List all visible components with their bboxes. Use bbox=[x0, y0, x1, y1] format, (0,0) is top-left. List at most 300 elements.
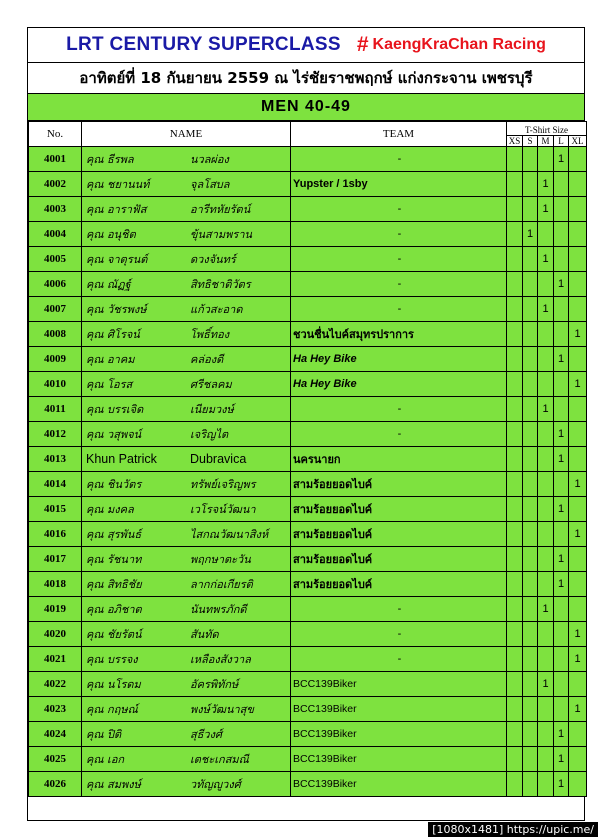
entry-list-sheet bbox=[27, 27, 585, 821]
rider-team: - bbox=[291, 597, 507, 622]
size-cell-m bbox=[538, 222, 554, 247]
size-cell-m bbox=[538, 497, 554, 522]
rider-last-name: แก้วสะอาด bbox=[190, 303, 243, 316]
size-cell-m bbox=[538, 372, 554, 397]
rider-team: ชวนชื่นไบค์สมุทรปราการ bbox=[291, 322, 507, 347]
size-cell-xs bbox=[507, 472, 523, 497]
table-row bbox=[29, 697, 587, 722]
size-cell-xl: 1 bbox=[569, 697, 587, 722]
size-cell-s bbox=[523, 297, 538, 322]
rider-last-name: พฤกษาตะวัน bbox=[190, 553, 251, 566]
size-cell-l: 1 bbox=[554, 347, 569, 372]
size-header-m: M bbox=[538, 136, 554, 147]
rider-team: สามร้อยยอดไบค์ bbox=[291, 572, 507, 597]
rider-first-name: คุณ ชยานนท์ bbox=[86, 178, 150, 191]
size-cell-m bbox=[538, 322, 554, 347]
size-cell-m bbox=[538, 147, 554, 172]
size-cell-s bbox=[523, 497, 538, 522]
rider-first-name: คุณ ณัฏฐ์ bbox=[86, 278, 131, 291]
size-cell-xl: 1 bbox=[569, 622, 587, 647]
rider-name bbox=[82, 572, 291, 597]
rider-last-name: อารีทหัยรัตน์ bbox=[190, 203, 251, 216]
col-team-header: TEAM bbox=[291, 122, 507, 147]
rider-first-name: คุณ บรรจง bbox=[86, 653, 138, 666]
rider-name bbox=[82, 272, 291, 297]
table-row bbox=[29, 722, 587, 747]
rider-last-name: ทรัพย์เจริญพร bbox=[190, 478, 256, 491]
rider-last-name: ศรีชลคม bbox=[190, 378, 232, 391]
rider-last-name: Dubravica bbox=[190, 452, 247, 466]
rider-team: Ha Hey Bike bbox=[291, 372, 507, 397]
rider-name bbox=[82, 472, 291, 497]
size-cell-xl bbox=[569, 272, 587, 297]
event-date-location: อาทิตย์ที่ 18 กันยายน 2559 ณ ไร่ชัยราชพฤกษ์ แก่งกระจาน เพชรบุรี bbox=[28, 63, 584, 94]
size-cell-xs bbox=[507, 197, 523, 222]
rider-last-name: เนียมวงษ์ bbox=[190, 403, 234, 416]
size-cell-xs bbox=[507, 647, 523, 672]
size-cell-s bbox=[523, 197, 538, 222]
size-cell-m bbox=[538, 722, 554, 747]
rider-number: 4024 bbox=[29, 722, 82, 747]
rider-last-name: สันทัด bbox=[190, 628, 219, 641]
size-cell-xl bbox=[569, 497, 587, 522]
size-cell-xl bbox=[569, 572, 587, 597]
size-cell-xs bbox=[507, 497, 523, 522]
rider-number: 4005 bbox=[29, 247, 82, 272]
size-cell-xs bbox=[507, 547, 523, 572]
rider-team: - bbox=[291, 247, 507, 272]
size-cell-l bbox=[554, 172, 569, 197]
size-cell-l bbox=[554, 372, 569, 397]
size-cell-xl bbox=[569, 447, 587, 472]
table-row bbox=[29, 172, 587, 197]
size-cell-l: 1 bbox=[554, 422, 569, 447]
size-cell-s bbox=[523, 372, 538, 397]
rider-last-name: โพธิ์ทอง bbox=[190, 328, 230, 341]
table-row bbox=[29, 647, 587, 672]
rider-number: 4016 bbox=[29, 522, 82, 547]
rider-first-name: คุณ วัชรพงษ์ bbox=[86, 303, 147, 316]
size-cell-m bbox=[538, 647, 554, 672]
rider-first-name: คุณ อาราฟัส bbox=[86, 203, 147, 216]
size-cell-l bbox=[554, 597, 569, 622]
rider-table bbox=[28, 121, 587, 797]
size-cell-xl bbox=[569, 547, 587, 572]
size-cell-xs bbox=[507, 722, 523, 747]
size-cell-l bbox=[554, 697, 569, 722]
rider-number: 4020 bbox=[29, 622, 82, 647]
table-row bbox=[29, 422, 587, 447]
size-cell-m: 1 bbox=[538, 172, 554, 197]
size-cell-xs bbox=[507, 597, 523, 622]
size-cell-xs bbox=[507, 397, 523, 422]
size-cell-s bbox=[523, 522, 538, 547]
rider-last-name: วทัญญูวงศ์ bbox=[190, 778, 241, 791]
rider-team: สามร้อยยอดไบค์ bbox=[291, 547, 507, 572]
organizer-team: KaengKraChan Racing bbox=[372, 36, 546, 53]
rider-last-name: สิทธิชาติวัตร bbox=[190, 278, 251, 291]
rider-last-name: เวโรจน์วัฒนา bbox=[190, 503, 256, 516]
rider-first-name: คุณ บรรเจิด bbox=[86, 403, 144, 416]
size-cell-xl bbox=[569, 297, 587, 322]
rider-team: - bbox=[291, 297, 507, 322]
size-header-s: S bbox=[523, 136, 538, 147]
rider-name bbox=[82, 397, 291, 422]
col-tshirt-header: T-Shirt Size bbox=[507, 122, 587, 136]
size-cell-xl bbox=[569, 422, 587, 447]
size-cell-xl bbox=[569, 247, 587, 272]
rider-first-name: คุณ มงคล bbox=[86, 503, 134, 516]
size-cell-m bbox=[538, 772, 554, 797]
size-cell-xs bbox=[507, 222, 523, 247]
rider-number: 4023 bbox=[29, 697, 82, 722]
size-cell-l bbox=[554, 647, 569, 672]
rider-team: BCC139Biker bbox=[291, 747, 507, 772]
rider-last-name: ลากก่อเกียรติ bbox=[190, 578, 253, 591]
size-cell-s bbox=[523, 572, 538, 597]
size-cell-xl: 1 bbox=[569, 372, 587, 397]
rider-number: 4009 bbox=[29, 347, 82, 372]
rider-first-name: คุณ ปิติ bbox=[86, 728, 122, 741]
size-cell-xs bbox=[507, 297, 523, 322]
rider-number: 4013 bbox=[29, 447, 82, 472]
size-cell-l bbox=[554, 222, 569, 247]
rider-name bbox=[82, 697, 291, 722]
rider-team: BCC139Biker bbox=[291, 672, 507, 697]
rider-number: 4015 bbox=[29, 497, 82, 522]
size-cell-l bbox=[554, 472, 569, 497]
rider-number: 4012 bbox=[29, 422, 82, 447]
table-row bbox=[29, 747, 587, 772]
rider-first-name: คุณ ชินวัตร bbox=[86, 478, 142, 491]
size-cell-xs bbox=[507, 447, 523, 472]
size-cell-s bbox=[523, 472, 538, 497]
size-cell-m bbox=[538, 472, 554, 497]
size-cell-xl bbox=[569, 347, 587, 372]
size-cell-l: 1 bbox=[554, 147, 569, 172]
rider-team: - bbox=[291, 422, 507, 447]
table-row bbox=[29, 297, 587, 322]
size-cell-s bbox=[523, 347, 538, 372]
rider-first-name: คุณ อนุชิต bbox=[86, 228, 136, 241]
size-cell-l: 1 bbox=[554, 747, 569, 772]
size-header-xl: XL bbox=[569, 136, 587, 147]
size-cell-m bbox=[538, 572, 554, 597]
size-cell-s bbox=[523, 447, 538, 472]
rider-name bbox=[82, 147, 291, 172]
rider-number: 4010 bbox=[29, 372, 82, 397]
rider-team: - bbox=[291, 272, 507, 297]
table-row bbox=[29, 397, 587, 422]
rider-team: BCC139Biker bbox=[291, 722, 507, 747]
rider-name bbox=[82, 447, 291, 472]
table-row bbox=[29, 497, 587, 522]
size-cell-xl bbox=[569, 172, 587, 197]
rider-number: 4021 bbox=[29, 647, 82, 672]
size-cell-l bbox=[554, 622, 569, 647]
rider-team: - bbox=[291, 647, 507, 672]
rider-first-name: คุณ อาคม bbox=[86, 353, 135, 366]
size-cell-s bbox=[523, 422, 538, 447]
size-cell-xs bbox=[507, 347, 523, 372]
size-cell-xs bbox=[507, 272, 523, 297]
size-cell-m bbox=[538, 422, 554, 447]
table-row bbox=[29, 222, 587, 247]
rider-number: 4025 bbox=[29, 747, 82, 772]
size-cell-s bbox=[523, 772, 538, 797]
size-cell-l bbox=[554, 672, 569, 697]
rider-number: 4007 bbox=[29, 297, 82, 322]
size-cell-m bbox=[538, 747, 554, 772]
size-cell-s: 1 bbox=[523, 222, 538, 247]
rider-name bbox=[82, 197, 291, 222]
rider-last-name: ดวงจันทร์ bbox=[190, 253, 236, 266]
rider-first-name: คุณ ศิโรจน์ bbox=[86, 328, 140, 341]
rider-number: 4017 bbox=[29, 547, 82, 572]
size-cell-m: 1 bbox=[538, 247, 554, 272]
size-cell-xs bbox=[507, 747, 523, 772]
rider-team: นครนายก bbox=[291, 447, 507, 472]
size-cell-l: 1 bbox=[554, 272, 569, 297]
size-cell-m: 1 bbox=[538, 197, 554, 222]
size-cell-xl bbox=[569, 747, 587, 772]
rider-last-name: อัครพิทักษ์ bbox=[190, 678, 239, 691]
rider-number: 4008 bbox=[29, 322, 82, 347]
size-cell-xl bbox=[569, 597, 587, 622]
size-cell-xl bbox=[569, 722, 587, 747]
rider-name bbox=[82, 747, 291, 772]
rider-number: 4006 bbox=[29, 272, 82, 297]
rider-team: - bbox=[291, 222, 507, 247]
size-cell-s bbox=[523, 547, 538, 572]
rider-number: 4011 bbox=[29, 397, 82, 422]
rider-first-name: คุณ เอก bbox=[86, 753, 125, 766]
rider-first-name: คุณ รัชนาท bbox=[86, 553, 142, 566]
title-row bbox=[28, 28, 584, 63]
size-cell-xs bbox=[507, 322, 523, 347]
size-cell-xs bbox=[507, 672, 523, 697]
size-cell-s bbox=[523, 272, 538, 297]
size-cell-xl: 1 bbox=[569, 647, 587, 672]
size-cell-xs bbox=[507, 522, 523, 547]
rider-last-name: ไสกณวัฒนาสิงห์ bbox=[190, 528, 269, 541]
size-cell-xl: 1 bbox=[569, 522, 587, 547]
rider-number: 4002 bbox=[29, 172, 82, 197]
size-cell-l: 1 bbox=[554, 722, 569, 747]
size-cell-xs bbox=[507, 572, 523, 597]
rider-team: Ha Hey Bike bbox=[291, 347, 507, 372]
rider-first-name: คุณ นโรดม bbox=[86, 678, 141, 691]
rider-team: - bbox=[291, 147, 507, 172]
size-cell-m bbox=[538, 447, 554, 472]
table-row bbox=[29, 622, 587, 647]
size-cell-xl bbox=[569, 147, 587, 172]
rider-number: 4004 bbox=[29, 222, 82, 247]
rider-team: - bbox=[291, 622, 507, 647]
table-row bbox=[29, 597, 587, 622]
size-cell-xl bbox=[569, 222, 587, 247]
size-cell-xl: 1 bbox=[569, 322, 587, 347]
table-row bbox=[29, 197, 587, 222]
rider-last-name: จุลโสบล bbox=[190, 178, 230, 191]
rider-name bbox=[82, 522, 291, 547]
rider-last-name: สุธีวงศ์ bbox=[190, 728, 222, 741]
size-cell-xs bbox=[507, 147, 523, 172]
rider-number: 4022 bbox=[29, 672, 82, 697]
size-cell-m bbox=[538, 522, 554, 547]
size-header-l: L bbox=[554, 136, 569, 147]
table-row bbox=[29, 522, 587, 547]
rider-name bbox=[82, 422, 291, 447]
size-cell-xl: 1 bbox=[569, 472, 587, 497]
size-cell-l bbox=[554, 397, 569, 422]
table-row bbox=[29, 547, 587, 572]
size-cell-l bbox=[554, 197, 569, 222]
rider-number: 4014 bbox=[29, 472, 82, 497]
rider-first-name: Khun Patrick bbox=[86, 452, 157, 466]
rider-name bbox=[82, 722, 291, 747]
rider-name bbox=[82, 297, 291, 322]
rider-last-name: เหลืองสังวาล bbox=[190, 653, 251, 666]
size-cell-s bbox=[523, 722, 538, 747]
rider-name bbox=[82, 772, 291, 797]
rider-team: BCC139Biker bbox=[291, 772, 507, 797]
rider-last-name: ขุ้นสามพราน bbox=[190, 228, 253, 241]
rider-name bbox=[82, 372, 291, 397]
size-cell-xl bbox=[569, 197, 587, 222]
rider-first-name: คุณ วสุพจน์ bbox=[86, 428, 142, 441]
rider-number: 4001 bbox=[29, 147, 82, 172]
size-cell-xl bbox=[569, 397, 587, 422]
table-row bbox=[29, 672, 587, 697]
rider-last-name: เจริญไต bbox=[190, 428, 229, 441]
table-row bbox=[29, 147, 587, 172]
rider-number: 4018 bbox=[29, 572, 82, 597]
size-cell-m bbox=[538, 547, 554, 572]
rider-name bbox=[82, 322, 291, 347]
rider-number: 4026 bbox=[29, 772, 82, 797]
size-cell-s bbox=[523, 597, 538, 622]
rider-team: - bbox=[291, 397, 507, 422]
size-cell-s bbox=[523, 247, 538, 272]
size-cell-xs bbox=[507, 697, 523, 722]
rider-name bbox=[82, 647, 291, 672]
size-cell-l: 1 bbox=[554, 772, 569, 797]
size-cell-m: 1 bbox=[538, 297, 554, 322]
hash-symbol: # bbox=[356, 33, 369, 56]
rider-team: สามร้อยยอดไบค์ bbox=[291, 522, 507, 547]
size-cell-xs bbox=[507, 172, 523, 197]
size-cell-m bbox=[538, 347, 554, 372]
rider-first-name: คุณ ชัยรัตน์ bbox=[86, 628, 142, 641]
size-cell-s bbox=[523, 172, 538, 197]
table-row bbox=[29, 772, 587, 797]
col-no-header: No. bbox=[29, 122, 82, 147]
rider-last-name: เตชะเกสมณี bbox=[190, 753, 249, 766]
size-cell-m bbox=[538, 697, 554, 722]
size-cell-s bbox=[523, 147, 538, 172]
table-row bbox=[29, 372, 587, 397]
rider-number: 4019 bbox=[29, 597, 82, 622]
table-row bbox=[29, 322, 587, 347]
rider-name bbox=[82, 622, 291, 647]
size-cell-xs bbox=[507, 772, 523, 797]
rider-team: สามร้อยยอดไบค์ bbox=[291, 497, 507, 522]
size-cell-l bbox=[554, 297, 569, 322]
rider-first-name: คุณ กฤษณ์ bbox=[86, 703, 138, 716]
rider-name bbox=[82, 172, 291, 197]
rider-name bbox=[82, 222, 291, 247]
size-cell-s bbox=[523, 622, 538, 647]
size-cell-xs bbox=[507, 422, 523, 447]
size-cell-s bbox=[523, 697, 538, 722]
table-row bbox=[29, 247, 587, 272]
rider-team: - bbox=[291, 197, 507, 222]
rider-number: 4003 bbox=[29, 197, 82, 222]
table-row bbox=[29, 272, 587, 297]
rider-first-name: คุณ อภิชาต bbox=[86, 603, 142, 616]
size-cell-s bbox=[523, 397, 538, 422]
rider-name bbox=[82, 547, 291, 572]
size-cell-l bbox=[554, 522, 569, 547]
size-cell-l bbox=[554, 247, 569, 272]
rider-first-name: คุณ สิทธิชัย bbox=[86, 578, 142, 591]
rider-first-name: คุณ จาตุรนต์ bbox=[86, 253, 148, 266]
table-row bbox=[29, 572, 587, 597]
event-title: LRT CENTURY SUPERCLASS bbox=[66, 34, 341, 55]
size-cell-xs bbox=[507, 622, 523, 647]
size-cell-l: 1 bbox=[554, 547, 569, 572]
rider-last-name: นวลผ่อง bbox=[190, 153, 229, 166]
rider-name bbox=[82, 347, 291, 372]
size-cell-xl bbox=[569, 672, 587, 697]
size-cell-m: 1 bbox=[538, 597, 554, 622]
category-title: MEN 40-49 bbox=[261, 98, 351, 115]
size-cell-xs bbox=[507, 372, 523, 397]
size-cell-xs bbox=[507, 247, 523, 272]
rider-last-name: นันทพรภักดี bbox=[190, 603, 247, 616]
table-row bbox=[29, 347, 587, 372]
size-cell-s bbox=[523, 747, 538, 772]
size-cell-l: 1 bbox=[554, 572, 569, 597]
size-cell-m: 1 bbox=[538, 672, 554, 697]
rider-last-name: คล่องดี bbox=[190, 353, 224, 366]
rider-first-name: คุณ ธีรพล bbox=[86, 153, 134, 166]
rider-name bbox=[82, 597, 291, 622]
size-cell-l: 1 bbox=[554, 447, 569, 472]
col-name-header: NAME bbox=[82, 122, 291, 147]
rider-name bbox=[82, 672, 291, 697]
category-banner bbox=[28, 94, 584, 121]
size-cell-s bbox=[523, 647, 538, 672]
size-header-xs: XS bbox=[507, 136, 523, 147]
size-cell-m bbox=[538, 272, 554, 297]
rider-last-name: พงษ์วัฒนาสุข bbox=[190, 703, 254, 716]
size-cell-l: 1 bbox=[554, 497, 569, 522]
rider-name bbox=[82, 497, 291, 522]
watermark: [1080x1481] https://upic.me/ bbox=[428, 822, 598, 837]
size-cell-l bbox=[554, 322, 569, 347]
size-cell-m bbox=[538, 622, 554, 647]
rider-name bbox=[82, 247, 291, 272]
table-row bbox=[29, 472, 587, 497]
size-cell-s bbox=[523, 672, 538, 697]
size-cell-xl bbox=[569, 772, 587, 797]
rider-first-name: คุณ สมพงษ์ bbox=[86, 778, 141, 791]
rider-team: BCC139Biker bbox=[291, 697, 507, 722]
rider-team: Yupster / 1sby bbox=[291, 172, 507, 197]
size-cell-s bbox=[523, 322, 538, 347]
